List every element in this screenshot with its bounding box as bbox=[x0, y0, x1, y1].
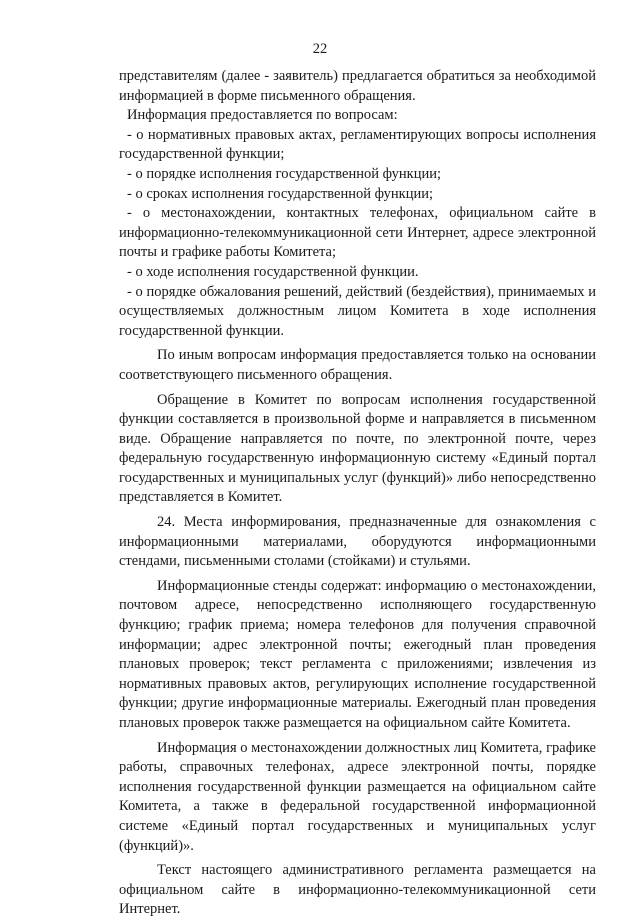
list-item: - о ходе исполнения государственной функции. bbox=[127, 263, 419, 280]
paragraph: По иным вопросам информация предоставляется только на основании соответствующего письменного обращения. bbox=[119, 347, 596, 383]
paragraph: Обращение в Комитет по вопросам исполнения государственной функции составляется в произвольной форме и направляется в письменном виде. Обращение направляется по почте, по электронной почте, через федеральную государственную информационную систему «Единый портал государственных и муниципальных услуг (функций)» либо непосредственно представляется в Комитет. bbox=[119, 391, 596, 506]
paragraph: Информационные стенды содержат: информацию о местонахождении, почтовом адресе, непосредственно исполняющего государственную функцию; график приема; номера телефонов для получения справочной информации; адрес электронной почты; ежегодный план проведения плановых проверок; текст регламента с приложениями; извлечения из нормативных правовых актов, регулирующих исполнение государственной функции; другие информационные материалы. Ежегодный план проведения плановых проверок также размещается на официальном сайте Комитета. bbox=[119, 577, 596, 731]
paragraph: представителям (далее - заявитель) предлагается обратиться за необходимой информацией в форме письменного обращения. bbox=[119, 68, 596, 104]
list-item: - о нормативных правовых актах, регламентирующих вопросы исполнения государственной функции; bbox=[119, 126, 596, 163]
paragraph: Информация о местонахождении должностных лиц Комитета, графике работы, справочных телефонах, адресе электронной почты, порядке исполнения государственной функции размещается на официальном сайте Комитета, а также в федеральной государственной информационной системе «Единый портал государственных и муниципальных услуг (функций)». bbox=[119, 739, 596, 854]
document-body bbox=[119, 67, 596, 920]
paragraph: Текст настоящего административного регламента размещается на официальном сайте в информационно-телекоммуникационной сети Интернет. bbox=[119, 862, 596, 918]
list-item: - о порядке исполнения государственной функции; bbox=[127, 165, 442, 182]
list-item: - о порядке обжалования решений, действий (бездействия), принимаемых и осуществляемых должностным лицом Комитета в ходе исполнения государственной функции. bbox=[119, 283, 596, 339]
list-item: - о сроках исполнения государственной функции; bbox=[127, 185, 434, 202]
list-item: - о местонахождении, контактных телефонах, официальном сайте в информационно-телекоммуникационной сети Интернет, адресе электронной почты и графике работы Комитета; bbox=[119, 205, 596, 261]
page-number: 22 bbox=[312, 41, 328, 57]
paragraph: 24. Места информирования, предназначенные для ознакомления с информационными материалами, оборудуются информационными стендами, письменными столами (стойками) и стульями. bbox=[119, 514, 596, 570]
paragraph: Информация предоставляется по вопросам: bbox=[127, 107, 398, 124]
